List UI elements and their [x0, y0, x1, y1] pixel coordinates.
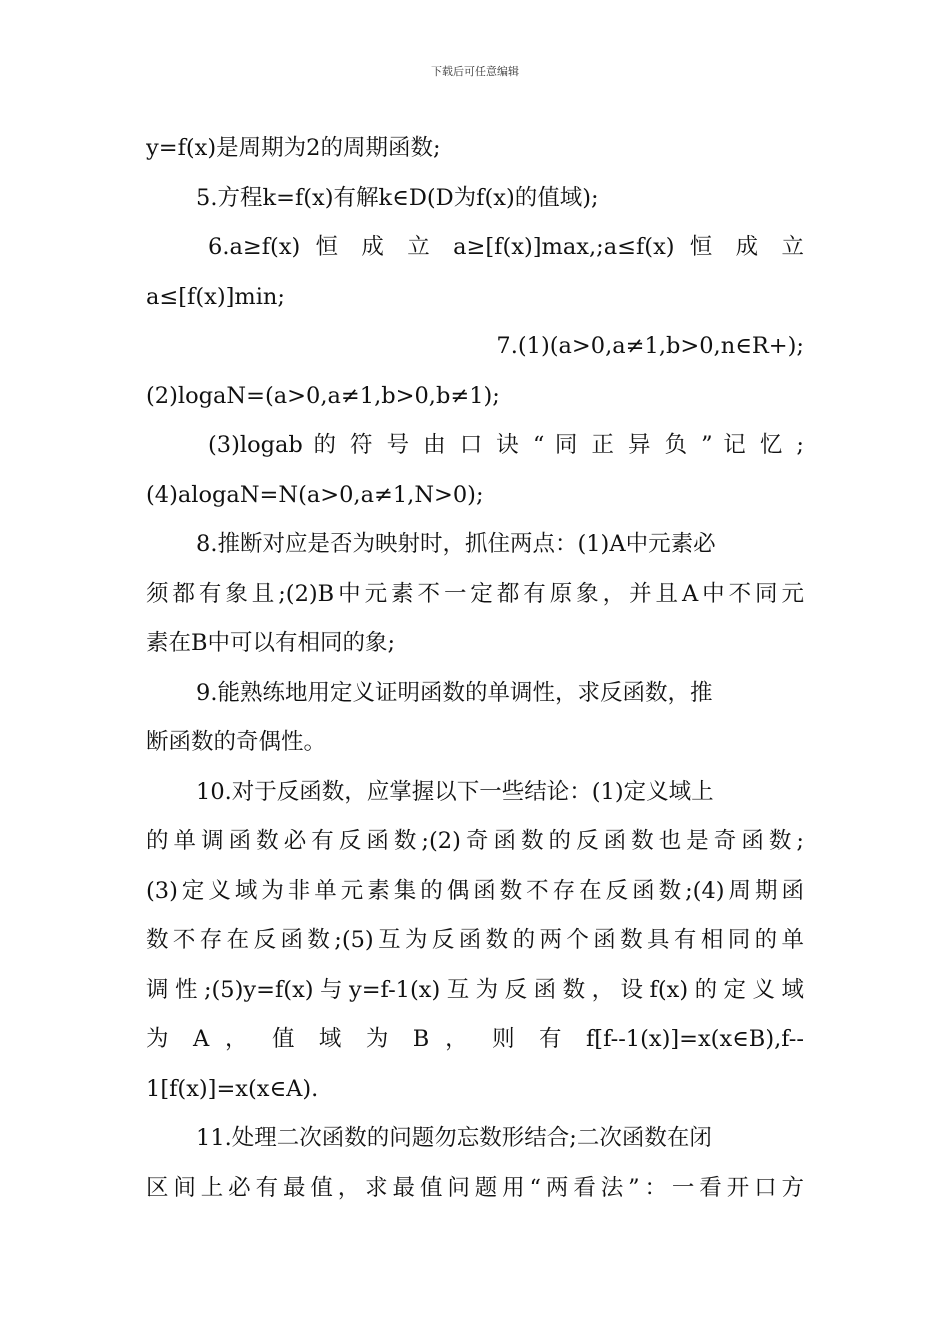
text-line: 调性;(5)y=f(x)与y=f-1(x)互为反函数，设f(x)的定义域: [146, 976, 804, 1003]
document-body: [146, 124, 804, 1213]
text-line: 的单调函数必有反函数;(2)奇函数的反函数也是奇函数;: [146, 828, 804, 854]
text-line: (4)alogaN=N(a>0,a≠1,N>0);: [146, 481, 484, 508]
text-line: 9.能熟练地用定义证明函数的单调性，求反函数，推: [196, 679, 713, 706]
page-header: 下载后可任意编辑: [431, 65, 519, 78]
text-line: (3)logab 的 符 号 由 口 诀 “ 同 正 异 负 ” 记 忆 ;: [208, 432, 804, 458]
text-line: 须都有象且;(2)B中元素不一定都有原象，并且A中不同元: [146, 580, 804, 607]
text-line: 素在B中可以有相同的象;: [146, 630, 396, 656]
text-line: 数不存在反函数;(5)互为反函数的两个函数具有相同的单: [146, 927, 804, 953]
text-line: 断函数的奇偶性。: [146, 729, 327, 755]
text-line: (2)logaN=(a>0,a≠1,b>0,b≠1);: [146, 382, 500, 409]
text-line: 6.a≥f(x) 恒 成 立 a≥[f(x)]max,;a≤f(x) 恒 成 立: [208, 234, 804, 260]
text-line: 5.方程k=f(x)有解k∈D(D为f(x)的值域);: [196, 184, 599, 211]
text-line: 10.对于反函数，应掌握以下一些结论：(1)定义域上: [196, 778, 714, 805]
text-line: y=f(x)是周期为2的周期函数;: [146, 135, 441, 161]
text-line: a≤[f(x)]min;: [146, 283, 285, 310]
text-line: 为 A ， 值 域 为 B ， 则 有 f[f--1(x)]=x(x∈B),f--: [146, 1026, 804, 1052]
text-line: (3)定义域为非单元素集的偶函数不存在反函数;(4)周期函: [146, 877, 804, 904]
text-line: 7.(1)(a>0,a≠1,b>0,n∈R+);: [496, 333, 804, 359]
text-line: 1[f(x)]=x(x∈A).: [146, 1075, 319, 1102]
text-line: 8.推断对应是否为映射时，抓住两点：(1)A中元素必: [196, 531, 716, 557]
text-line: 区间上必有最值，求最值问题用“两看法”：一看开口方: [146, 1174, 804, 1201]
text-line: 11.处理二次函数的问题勿忘数形结合;二次函数在闭: [196, 1125, 712, 1151]
